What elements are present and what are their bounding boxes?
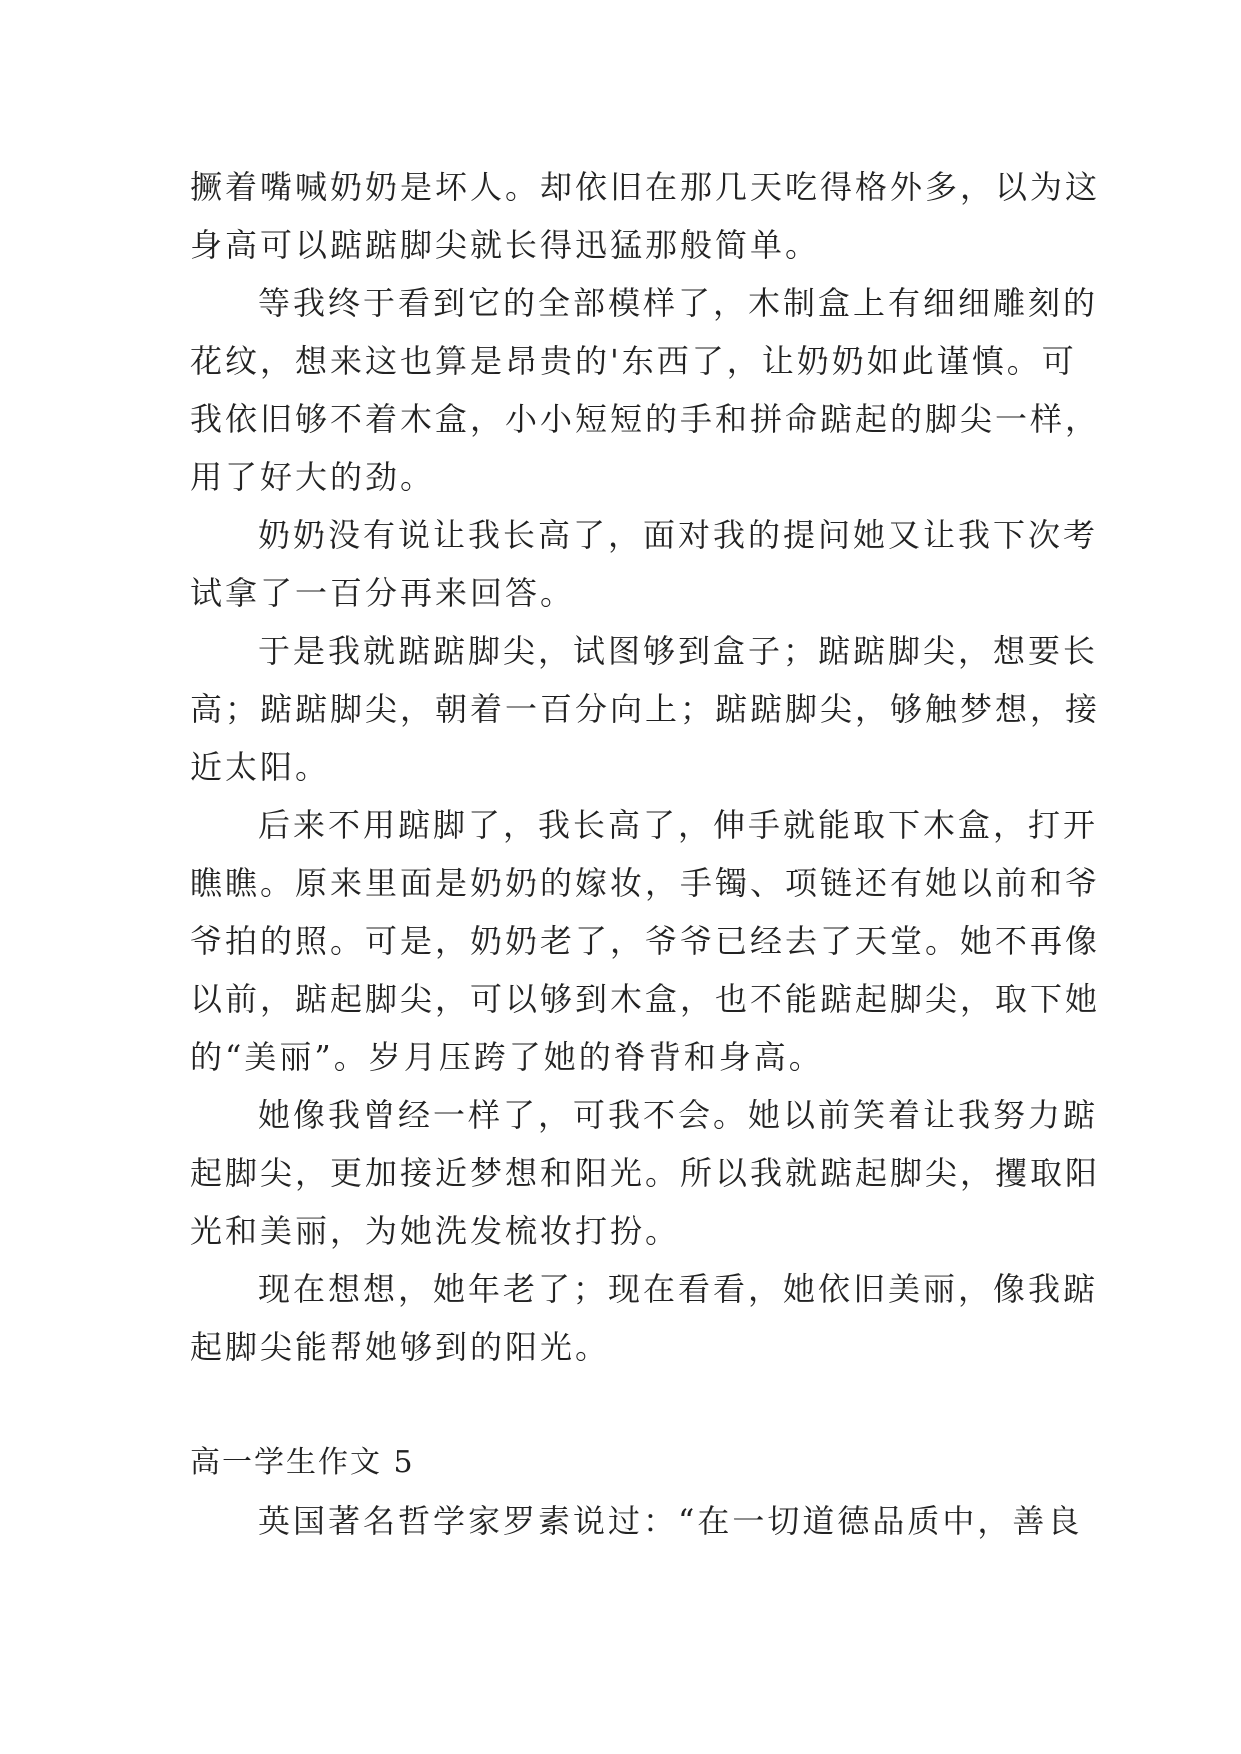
text-line: 起脚尖，更加接近梦想和阳光。所以我就踮起脚尖，攫取阳 (190, 1154, 1101, 1192)
paragraph-2 (190, 274, 1101, 506)
paragraph-3 (190, 506, 1099, 622)
text-line: 以前，踮起脚尖，可以够到木盒，也不能踮起脚尖，取下她 (190, 980, 1101, 1018)
text-line: 起脚尖能帮她够到的阳光。 (190, 1328, 611, 1366)
text-line: 等我终于看到它的全部模样了，木制盒上有细细雕刻的 (258, 284, 1099, 322)
paragraph-4 (190, 622, 1101, 796)
text-line: 试拿了一百分再来回答。 (190, 574, 576, 612)
text-line: 光和美丽，为她洗发梳妆打扮。 (190, 1212, 681, 1250)
heading-text: 高一学生作文 5 (190, 1445, 415, 1480)
paragraph-1 (190, 158, 1101, 274)
text-line: 奶奶没有说让我长高了，面对我的提问她又让我下次考 (258, 516, 1099, 554)
text-line: 英国著名哲学家罗素说过：“在一切道德品质中，善良 (258, 1502, 1083, 1540)
text-line: 的“美丽”。岁月压跨了她的脊背和身高。 (190, 1038, 824, 1076)
text-line: 现在想想，她年老了；现在看看，她依旧美丽，像我踮 (258, 1270, 1099, 1308)
text-line: 花纹，想来这也算是昂贵的'东西了，让奶奶如此谨慎。可 (190, 342, 1077, 380)
document-body (190, 158, 1101, 1550)
paragraph-8 (190, 1492, 1083, 1550)
paragraph-5 (190, 796, 1101, 1086)
section-heading (190, 1434, 1070, 1492)
text-line: 用了好大的劲。 (190, 458, 436, 496)
text-line: 我依旧够不着木盒，小小短短的手和拼命踮起的脚尖一样， (190, 400, 1101, 438)
text-line: 瞧瞧。原来里面是奶奶的嫁妆，手镯、项链还有她以前和爷 (190, 864, 1101, 902)
paragraph-7 (190, 1260, 1099, 1376)
text-line: 身高可以踮踮脚尖就长得迅猛那般简单。 (190, 226, 821, 264)
text-line: 高；踮踮脚尖，朝着一百分向上；踮踮脚尖，够触梦想，接 (190, 690, 1101, 728)
text-line: 后来不用踮脚了，我长高了，伸手就能取下木盒，打开 (258, 806, 1099, 844)
text-line: 撅着嘴喊奶奶是坏人。却依旧在那几天吃得格外多，以为这 (190, 168, 1101, 206)
text-line: 爷拍的照。可是，奶奶老了，爷爷已经去了天堂。她不再像 (190, 922, 1101, 960)
text-line: 近太阳。 (190, 748, 331, 786)
text-line: 她像我曾经一样了，可我不会。她以前笑着让我努力踮 (258, 1096, 1099, 1134)
paragraph-6 (190, 1086, 1101, 1260)
text-line: 于是我就踮踮脚尖，试图够到盒子；踮踮脚尖，想要长 (258, 632, 1099, 670)
